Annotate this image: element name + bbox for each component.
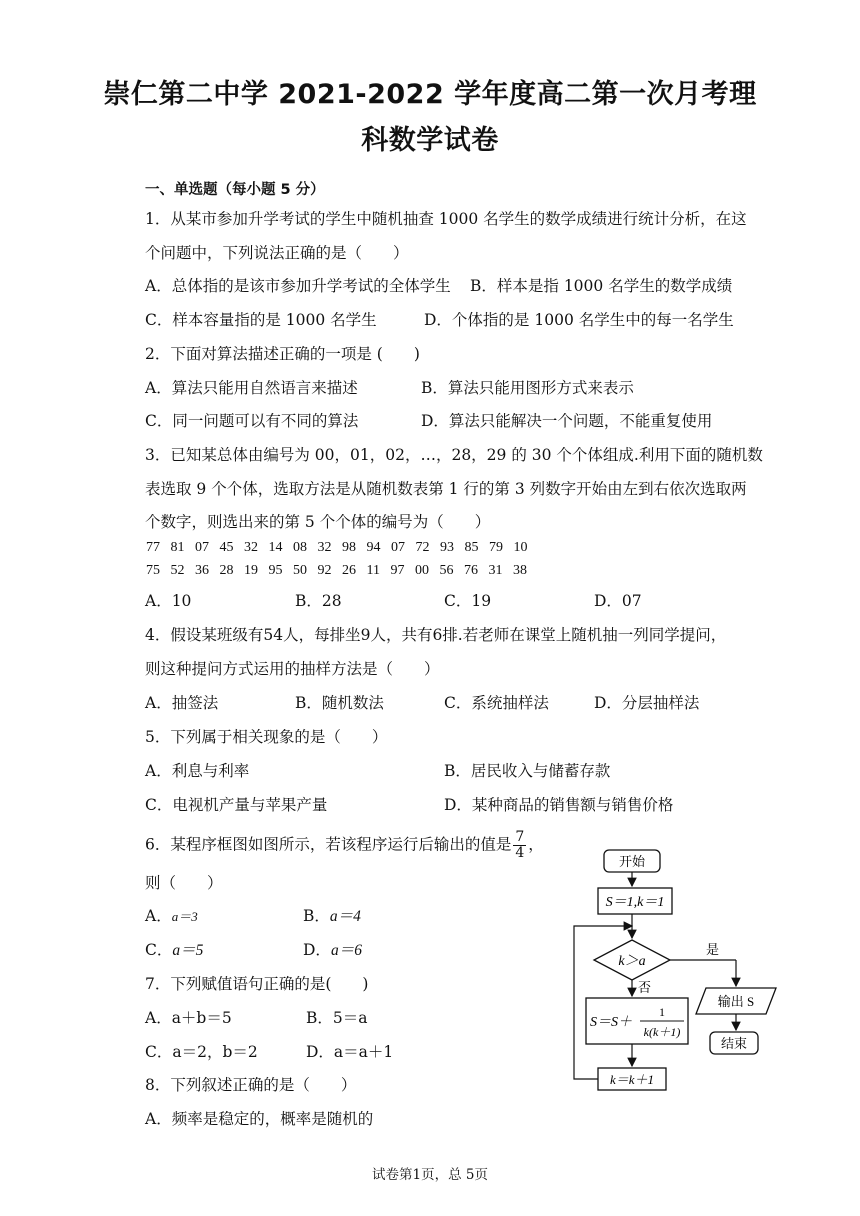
q6-fraction-denominator: 4 [515,845,525,861]
q2-option-a: A．算法只能用自然语言来描述 [145,379,358,397]
flow-update-label: S＝S＋ [590,1015,632,1030]
flow-incr-label: k＝k＋1 [609,1072,655,1087]
flow-yes-label: 是 [706,942,720,957]
q2-option-d: D．算法只能解决一个问题，不能重复使用 [421,412,713,430]
q3-option-a: A．10 [145,592,192,610]
q6-option-c [145,940,203,961]
q2-option-b: B．算法只能用图形方式来表示 [421,379,634,397]
q1-option-a: A．总体指的是该市参加升学考试的全体学生 [145,277,451,295]
section-heading: 一、单选题（每小题 5 分） [145,182,325,198]
q3-option-b: B．28 [295,592,342,610]
q6-option-a-value: a＝3 [171,909,198,924]
random-number-row-1: 77 81 07 45 32 14 08 32 98 94 07 72 93 85 79 10 [146,540,528,555]
q3-option-c: C．19 [444,592,492,610]
q6-option-b-label: B． [303,907,330,925]
q6-option-d-label: D． [303,941,331,959]
q6-option-d-value: a＝6 [330,942,362,959]
flow-start-label: 开始 [618,854,646,869]
q7-option-d: D．a＝a＋1 [306,1043,394,1061]
q7-option-a: A．a＋b＝5 [145,1009,232,1027]
q6-option-b [303,906,361,927]
q6-fraction [513,830,526,861]
q5-option-a: A．利息与利率 [145,762,250,780]
q6-option-d [303,940,362,961]
flow-no-label: 否 [638,980,652,995]
page-footer: 试卷第1页，总 5页 [372,1167,488,1183]
q3-option-d: D．07 [594,592,642,610]
random-number-row-2: 75 52 36 28 19 95 50 92 26 11 97 00 56 76 31 38 [146,563,527,578]
q8-stem: 8．下列叙述正确的是（ ） [145,1076,357,1094]
q7-stem: 7．下列赋值语句正确的是( ) [145,975,369,993]
q2-option-c: C．同一问题可以有不同的算法 [145,412,359,430]
q3-stem-line2: 表选取 9 个个体，选取方法是从随机数表第 1 行的第 3 列数字开始由左到右依次选取两 [145,480,747,498]
q7-option-c: C．a＝2，b＝2 [145,1043,258,1061]
flow-init-label: S＝1,k＝1 [605,895,665,910]
q5-option-c: C．电视机产量与苹果产量 [145,796,328,814]
flow-end-label: 结束 [720,1036,748,1051]
q6-stem-text: 6．某程序框图如图所示，若该程序运行后输出的值是 [145,835,512,854]
q6-option-a [145,906,198,927]
q6-option-c-value: a＝5 [172,942,204,959]
q6-stem-comma: ， [528,835,544,854]
q3-stem-line1: 3．已知某总体由编号为 00，01，02，…，28，29 的 30 个个体组成.利用下面的随机数 [145,446,763,464]
q4-stem-line1: 4．假设某班级有54人，每排坐9人，共有6排.若老师在课堂上随机抽一列同学提问， [145,626,727,644]
q1-stem-line2: 个问题中，下列说法正确的是（ ） [145,244,409,262]
flow-output-label: 输出 S [717,994,755,1009]
q8-option-a: A．频率是稳定的，概率是随机的 [145,1110,374,1128]
q4-stem-line2: 则这种提问方式运用的抽样方法是（ ） [145,660,440,678]
q6-fraction-numerator: 7 [515,829,525,845]
title-line-1: 崇仁第二中学 2021-2022 学年度高二第一次月考理 [103,79,757,110]
flow-decision-label: k＞a [618,954,646,969]
flow-update-numerator: 1 [659,1005,665,1019]
q6-option-b-value: a＝4 [329,908,361,925]
q4-option-b: B．随机数法 [295,694,384,712]
flowchart [560,840,800,1100]
q1-option-d: D．个体指的是 1000 名学生中的每一名学生 [424,311,734,329]
q7-option-b: B．5＝a [306,1009,368,1027]
q5-option-b: B．居民收入与储蓄存款 [444,762,611,780]
q6-option-a-label: A． [145,907,172,925]
q6-stem-line2: 则（ ） [145,874,223,892]
q4-option-a: A．抽签法 [145,694,219,712]
title-line-2: 科数学试卷 [361,125,499,156]
q5-option-d: D．某种商品的销售额与销售价格 [444,796,674,814]
flow-update-denominator: k(k＋1) [643,1025,681,1039]
q1-option-c: C．样本容量指的是 1000 名学生 [145,311,377,329]
q6-option-c-label: C． [145,941,173,959]
q4-option-c: C．系统抽样法 [444,694,549,712]
q5-stem: 5．下列属于相关现象的是（ ） [145,728,388,746]
q4-option-d: D．分层抽样法 [594,694,700,712]
q2-stem: 2．下面对算法描述正确的一项是 ( ) [145,345,420,363]
q3-stem-line3: 个数字，则选出来的第 5 个个体的编号为（ ） [145,513,491,531]
q1-stem-line1: 1．从某市参加升学考试的学生中随机抽查 1000 名学生的数学成绩进行统计分析，在这 [145,210,747,228]
q6-stem-line1 [145,830,544,861]
q1-option-b: B．样本是指 1000 名学生的数学成绩 [470,277,733,295]
